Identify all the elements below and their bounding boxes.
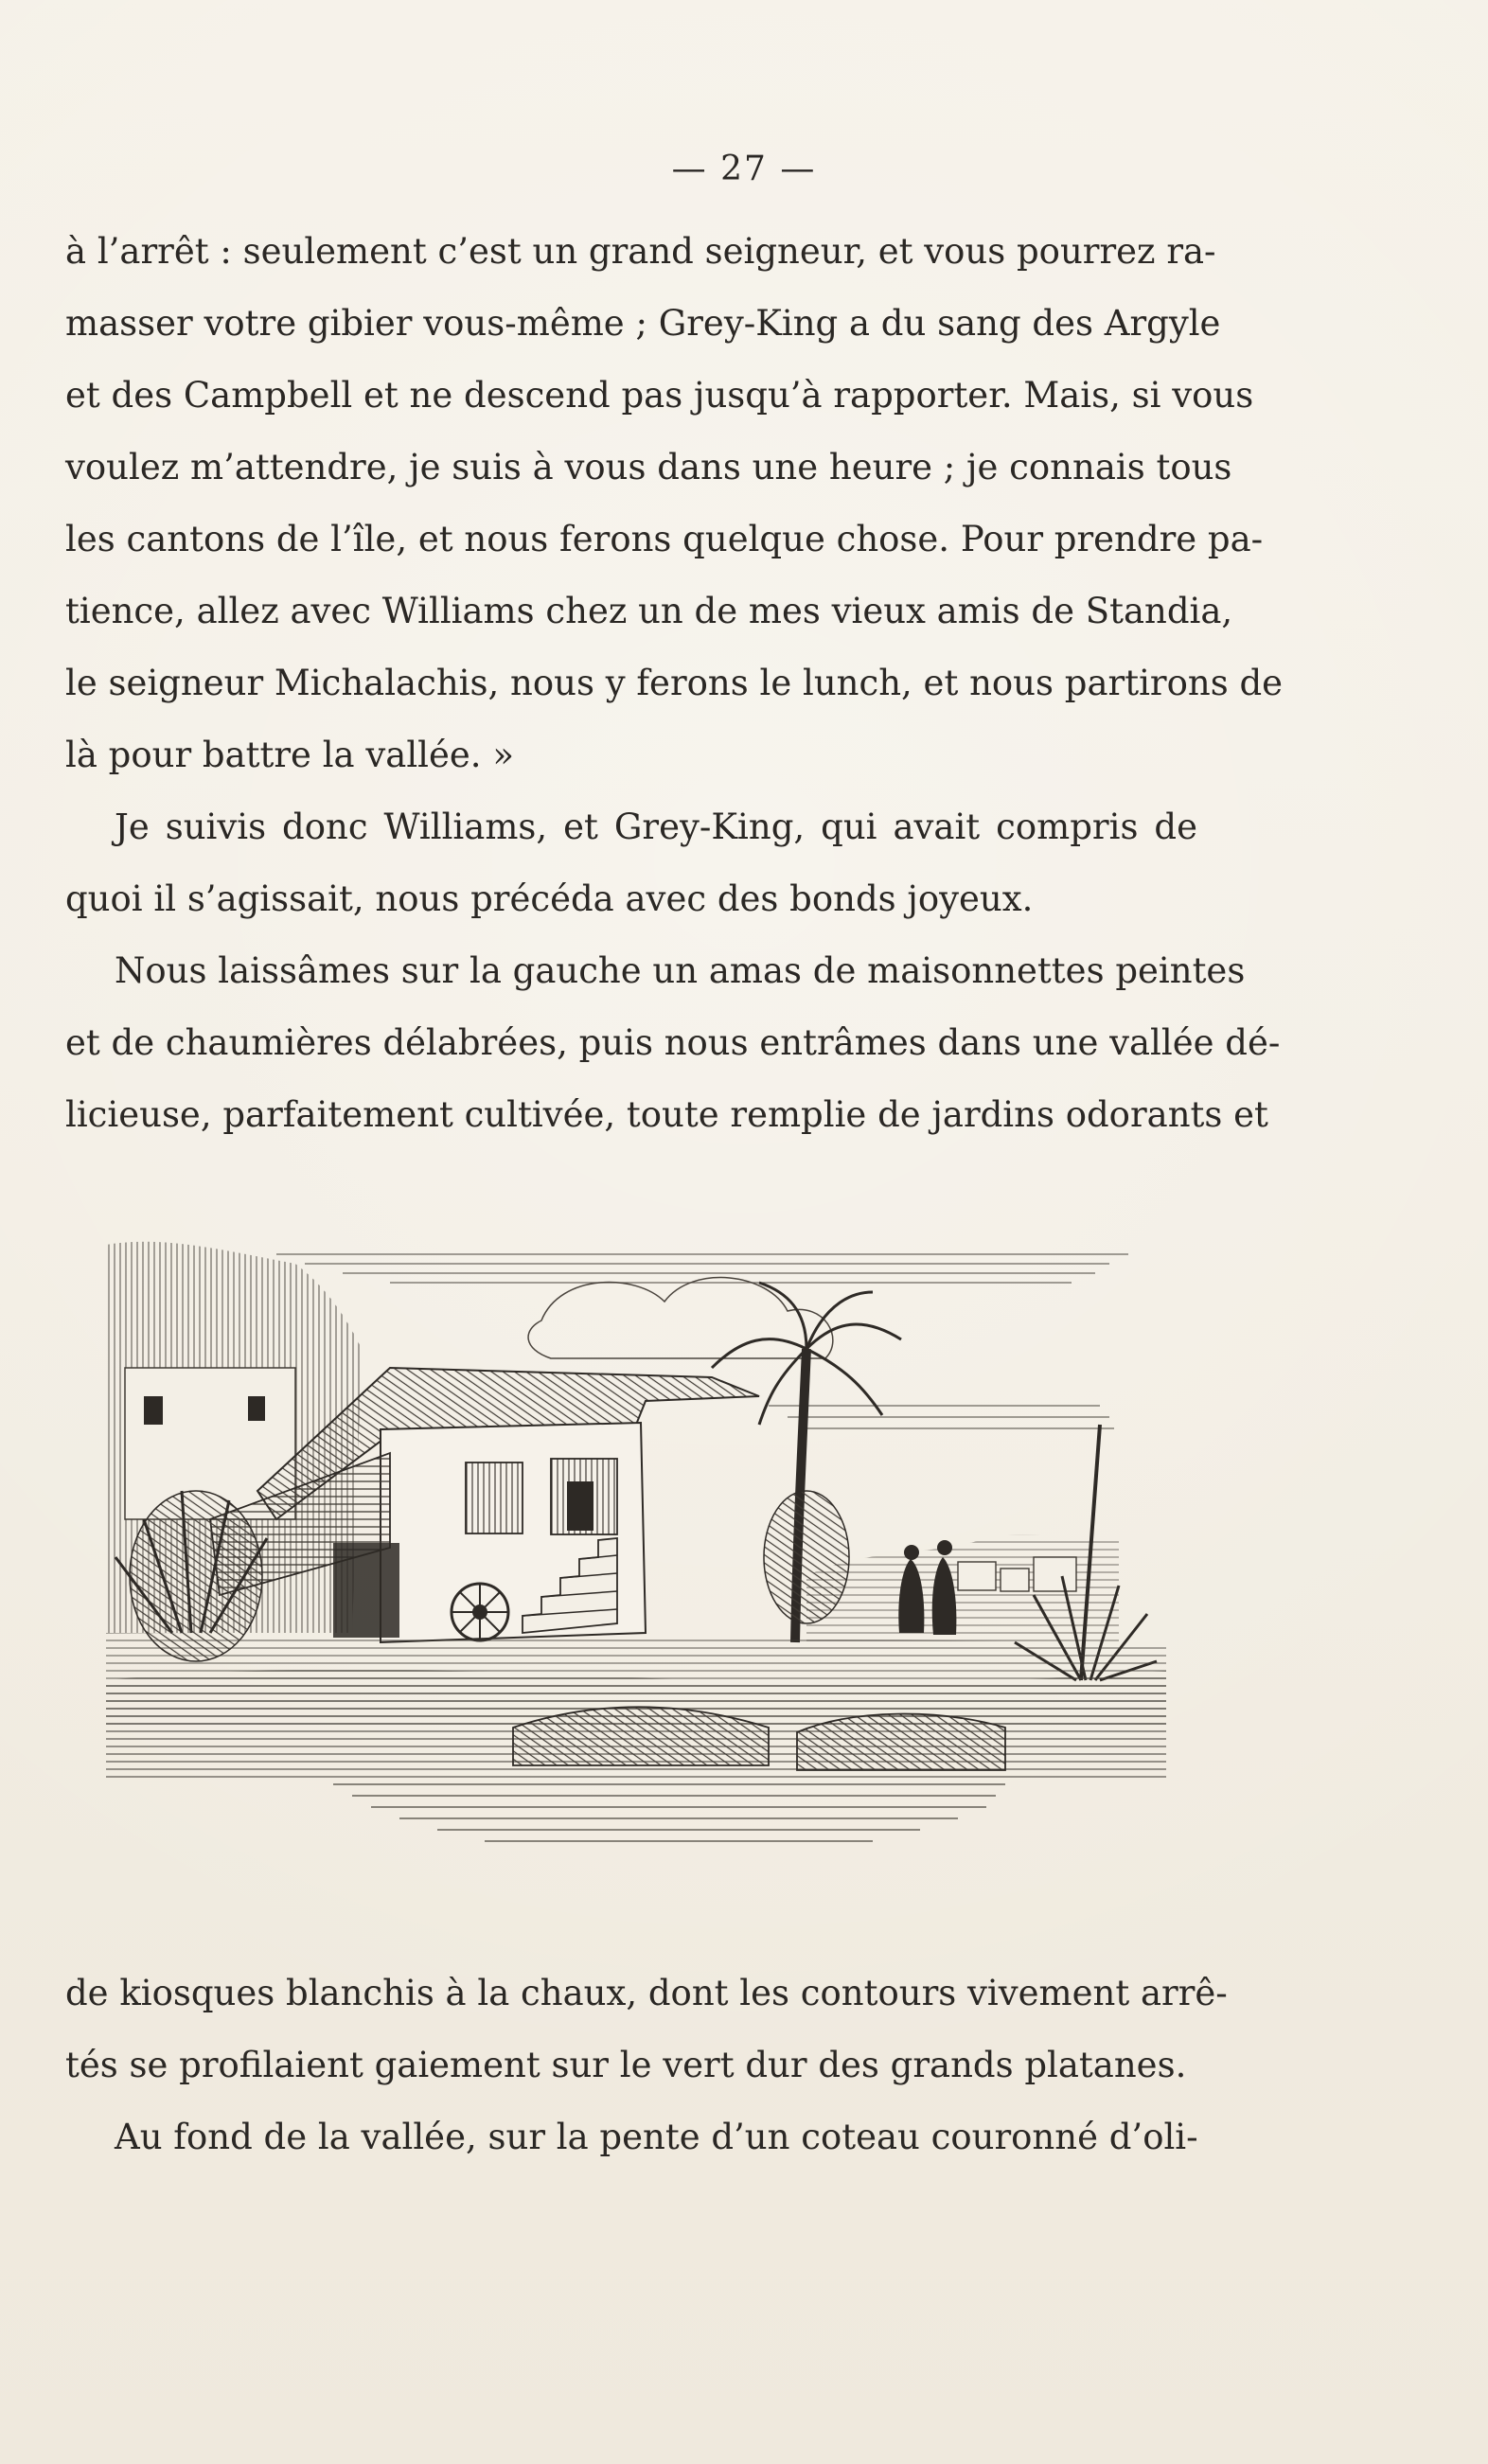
text-line: les cantons de l’île, et nous ferons quelque chose. Pour prendre pa- bbox=[65, 519, 1264, 559]
text-line: quoi il s’agissait, nous précéda avec des bonds joyeux. bbox=[65, 878, 1034, 919]
text-line: à l’arrêt : seulement c’est un grand seigneur, et vous pourrez ra- bbox=[65, 231, 1216, 272]
text-line: Je suivis donc Williams, et Grey-King, qui avait compris de bbox=[115, 807, 1197, 847]
text-line: licieuse, parfaitement cultivée, toute remplie de jardins odorants et bbox=[65, 1094, 1268, 1135]
body-text-top bbox=[65, 216, 1284, 1151]
engraving-illustration bbox=[106, 1235, 1166, 1865]
text-line: tés se profilaient gaiement sur le vert dur des grands platanes. bbox=[65, 2045, 1187, 2085]
text-line: voulez m’attendre, je suis à vous dans une heure ; je connais tous bbox=[65, 447, 1232, 487]
text-line: Au fond de la vallée, sur la pente d’un coteau couronné d’oli- bbox=[115, 2117, 1198, 2157]
village-scene-engraving bbox=[106, 1235, 1166, 1865]
text-line: et des Campbell et ne descend pas jusqu’à rapporter. Mais, si vous bbox=[65, 375, 1254, 416]
text-line: de kiosques blanchis à la chaux, dont les contours vivement arrê- bbox=[65, 1973, 1228, 2013]
page-number: — 27 — bbox=[671, 150, 817, 188]
text-line: le seigneur Michalachis, nous y ferons le lunch, et nous partirons de bbox=[65, 663, 1284, 703]
body-text-bottom bbox=[65, 1958, 1228, 2173]
text-line: et de chaumières délabrées, puis nous entrâmes dans une vallée dé- bbox=[65, 1022, 1281, 1063]
text-line: tience, allez avec Williams chez un de mes vieux amis de Standia, bbox=[65, 591, 1233, 631]
text-line: là pour battre la vallée. » bbox=[65, 735, 514, 775]
text-line: masser votre gibier vous-même ; Grey-King a du sang des Argyle bbox=[65, 303, 1221, 344]
text-line: Nous laissâmes sur la gauche un amas de maisonnettes peintes bbox=[115, 950, 1246, 991]
